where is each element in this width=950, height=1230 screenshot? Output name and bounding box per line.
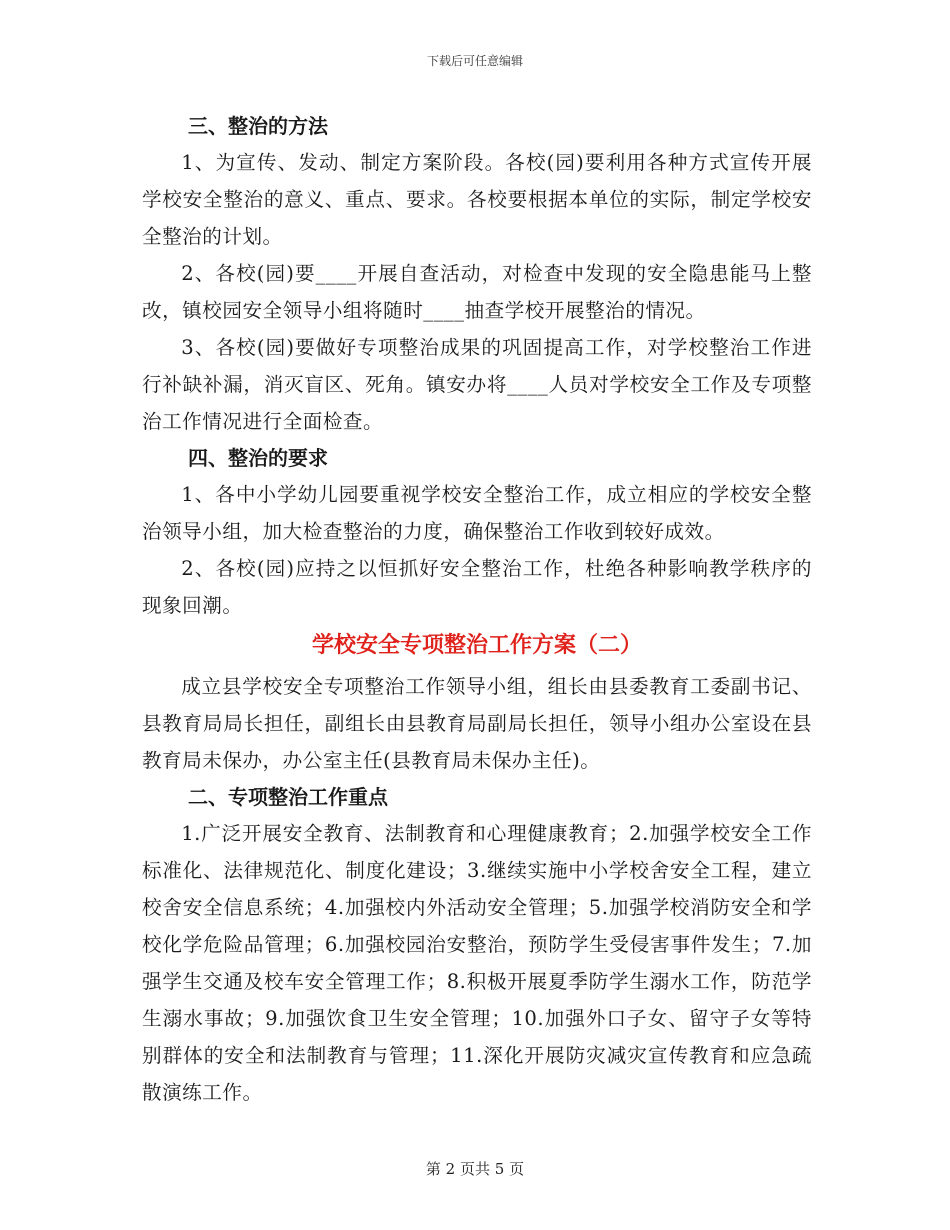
section-heading-requirements: 四、整治的要求	[188, 446, 328, 470]
document-body	[142, 108, 812, 1111]
page-footer: 第 2 页共 5 页	[425, 1160, 525, 1178]
paragraph: 3、各校(园)要做好专项整治成果的巩固提高工作，对学校整治工作进行补缺补漏，消灭盲区、死角。镇安办将____人员对学校安全工作及专项整治工作情况进行全面检查。	[142, 336, 812, 433]
page-header: 下载后可任意编辑	[426, 54, 523, 68]
section-heading-focus: 二、专项整治工作重点	[188, 785, 388, 809]
paragraph: 2、各校(园)应持之以恒抓好安全整治工作，杜绝各种影响教学秩序的现象回潮。	[142, 557, 812, 617]
document-title: 学校安全专项整治工作方案（二）	[311, 633, 642, 658]
section-heading-methods: 三、整治的方法	[188, 114, 328, 138]
paragraph: 成立县学校安全专项整治工作领导小组，组长由县委教育工委副书记、县教育局局长担任，副组长由县教育局副局长担任，领导小组办公室设在县教育局未保办，办公室主任(县教育局未保办主任)。	[142, 675, 812, 772]
paragraph: 1、为宣传、发动、制定方案阶段。各校(园)要利用各种方式宣传开展学校安全整治的意义、重点、要求。各校要根据本单位的实际，制定学校安全整治的计划。	[142, 151, 812, 248]
paragraph: 1、各中小学幼儿园要重视学校安全整治工作，成立相应的学校安全整治领导小组，加大检查整治的力度，确保整治工作收到较好成效。	[142, 483, 812, 543]
paragraph: 2、各校(园)要____开展自查活动，对检查中发现的安全隐患能马上整改，镇校园安全领导小组将随时____抽查学校开展整治的情况。	[142, 262, 812, 322]
paragraph: 1.广泛开展安全教育、法制教育和心理健康教育；2.加强学校安全工作标准化、法律规范化、制度化建设；3.继续实施中小学校舍安全工程，建立校舍安全信息系统；4.加强校内外活动安全管理；5.加强学校消防安全和学校化学危险品管理；6.加强校园治安整治，预防学生受侵害事件发生；7.加强学生交通及校车安全管理工作；8.积极开展夏季防学生溺水工作，防范学生溺水事故；9.加强饮食卫生安全管理；10.加强外口子女、留守子女等特别群体的安全和法制教育与管理；11.深化开展防灾减灾宣传教育和应急疏散演练工作。	[142, 822, 812, 1104]
